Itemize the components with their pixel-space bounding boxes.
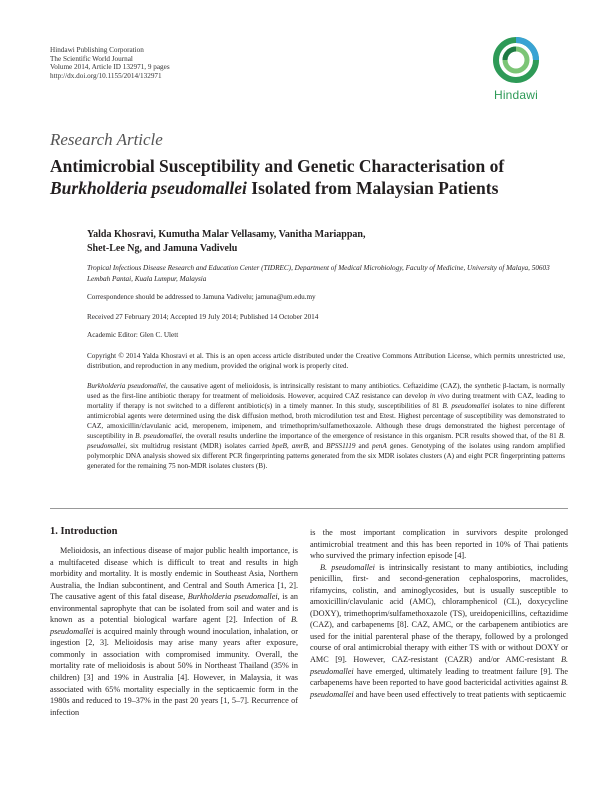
abstract-in-vivo: in vivo (429, 392, 450, 401)
authors-line-1: Yalda Khosravi, Kumutha Malar Vellasamy, Vanitha Mariappan, (87, 229, 366, 240)
abstract-text: isolates to nine different antimicrobial agents were determined using the disk diffusion method, broth microdilution test and Etest. Highest percentage of susceptibility was demonstrated to CAZ, amoxicillin/clavulanic acid, meropenem, imipenem, and trimethoprim/sulfamethoxazole. Although these drugs demonstrated the highest percentage of susceptibility in (87, 402, 566, 441)
publication-dates: Received 27 February 2014; Accepted 19 July 2014; Published 14 October 2014 (87, 313, 319, 321)
body-column-left (50, 545, 298, 718)
abstract-text: during treatment with CAZ, leading to mortality if therapy is not switched to a different antibiotic(s) in a timely manner. In this study, susceptibilities of 81 (87, 392, 566, 411)
abstract-text: , the overall results underline the importance of the emergence of resistance in this organism. PCR results showed that, of the 81 (181, 432, 559, 441)
logo-text: Hindawi (493, 88, 539, 102)
gene-name: bpeB (272, 442, 287, 451)
body-text: Melioidosis, an infectious disease of major public health importance, is a multifaceted disease which is difficult to treat and results in high morbidity and mortality. It is mostly endemic in Southeast Asia, Northern Australia, the Indian subcontinent, and Central and South America [1, 2]. The causative agent of this fatal disease, (50, 546, 298, 602)
abstract-species: B. pseudomallei (442, 402, 490, 411)
author-list (87, 228, 557, 256)
abstract-species: Burkholderia pseudomallei (87, 382, 166, 390)
correspondence: Correspondence should be addressed to Jamuna Vadivelu; jamuna@um.edu.my (87, 293, 316, 301)
species-name: B. pseudomallei (320, 562, 375, 572)
body-text: is intrinsically resistant to many antibiotics, including penicillin, first- and second-generation cephalosporins, macrolides, rifamycins, colistin, and aminoglycosides, but is usually susceptible to amoxicillin/clavulanic acid (AMC), chloramphenicol (CL), doxycycline (DOXY), trimethoprim/sulfamethoxazole (TS), ureidopenicillins, ceftazidime (CAZ), and carbapenems [8]. CAZ, AMC, or the carbapenem antibiotics are used for the initial parenteral phase of the therapy, followed by a prolonged course of oral antimicrobial therapy with either TS with or without DOXY or AMC [9]. However, CAZ-resistant (CAZR) and/or AMC-resistant (310, 562, 568, 665)
copyright-notice: Copyright © 2014 Yalda Khosravi et al. This is an open access article distributed under the Creative Commons Attribution License, which permits unrestricted use, distribution, and reproduction in any medium, provided the original work is properly cited. (87, 352, 565, 370)
abstract-text: , and (307, 442, 327, 451)
abstract-text: , the causative agent of melioidosis, is intrinsically resistant to many antibiotics. Ceftazidime (CAZ), the synthetic β-lactam, is normally used as the first-line antibiotic therapy for treatment of melioidosis. However, acquired CAZ resistance can develop (87, 382, 566, 401)
title-rest: Isolated from Malaysian Patients (246, 178, 499, 198)
abstract-species: B. pseudomallei (87, 432, 566, 451)
abstract-species: B. pseudomallei (135, 432, 182, 441)
gene-name: BPSS1119 (326, 442, 356, 451)
authors-line-2: Shet-Lee Ng, and Jamuna Vadivelu (87, 243, 238, 254)
article-title (50, 155, 570, 199)
hindawi-logo-icon (484, 34, 548, 88)
academic-editor: Academic Editor: Glen C. Ulett (87, 331, 179, 339)
title-species: Burkholderia pseudomallei (50, 178, 247, 198)
body-text: and have been used effectively to treat patients with septicaemic (353, 689, 567, 699)
body-column-right (310, 527, 568, 700)
volume-info: Volume 2014, Article ID 132971, 9 pages (50, 63, 170, 72)
species-name: B. pseudomallei (310, 655, 568, 676)
section-divider (50, 508, 568, 509)
species-name: B. pseudomallei (310, 678, 568, 699)
publisher-name: Hindawi Publishing Corporation (50, 46, 144, 54)
paragraph (50, 545, 298, 718)
abstract-text: genes. Genotyping of the isolates using random amplified polymorphic DNA analysis showed six different PCR fingerprinting patterns generated from the six MDR isolates clusters (A) and eight PCR fingerprinting patterns generated for the remaining 75 non-MDR isolates clusters (B). (87, 442, 565, 471)
doi-link[interactable]: http://dx.doi.org/10.1155/2014/132971 (50, 71, 162, 80)
species-name: B. pseudomallei (50, 615, 298, 636)
body-text: , is an environmental saprophyte that can be isolated from soil and water and is known as a potential biological warfare agent [2]. Infection of (50, 592, 298, 625)
title-line-1: Antimicrobial Susceptibility and Genetic Characterisation of (50, 156, 505, 176)
gene-name: penA (371, 442, 387, 451)
abstract-text: and (355, 442, 372, 451)
publication-info (50, 46, 170, 80)
body-text: have emerged, ultimately leading to treatment failure [9]. The carbapenems have been reported to have good bactericidal activities against (310, 666, 568, 688)
section-heading: 1. Introduction (50, 526, 118, 537)
body-text: is acquired mainly through wound inoculation, inhalation, or ingestion [2, 3]. Melioidosis may arise many years after exposure, commonly in association with compromised immunity. Overall, the mortality rate of melioidosis is about 50% in Northeast Thailand (35% in children) [3] and 19% in Australia [4]. However, in Malaysia, it was associated with 65% mortality especially in the septicaemic form in the 1980s and reduced to 19–37% in the past 20 years [1, 5–7]. Recurrence of infection (50, 626, 298, 717)
abstract (87, 381, 565, 471)
paragraph (310, 562, 568, 701)
journal-name: The Scientific World Journal (50, 54, 133, 63)
abstract-text: , six multidrug resistant (MDR) isolates carried (125, 442, 273, 451)
paragraph: is the most important complication in survivors despite prolonged antimicrobial treatment and this has been reported in 10% of Thai patients who survived the primary infection episode [4]. (310, 528, 568, 561)
affiliation: Tropical Infectious Disease Research and Education Center (TIDREC), Department of Medical Microbiology, Faculty of Medicine, University of Malaya, 50603 Lembah Pantai, Kuala Lumpur, Malaysia (87, 264, 550, 283)
species-name: Burkholderia pseudomallei (187, 592, 278, 602)
hindawi-logo (484, 34, 548, 108)
article-type: Research Article (50, 130, 163, 149)
gene-name: amrB (291, 442, 308, 451)
title-line-2 (50, 177, 570, 199)
abstract-text: , (286, 442, 292, 451)
